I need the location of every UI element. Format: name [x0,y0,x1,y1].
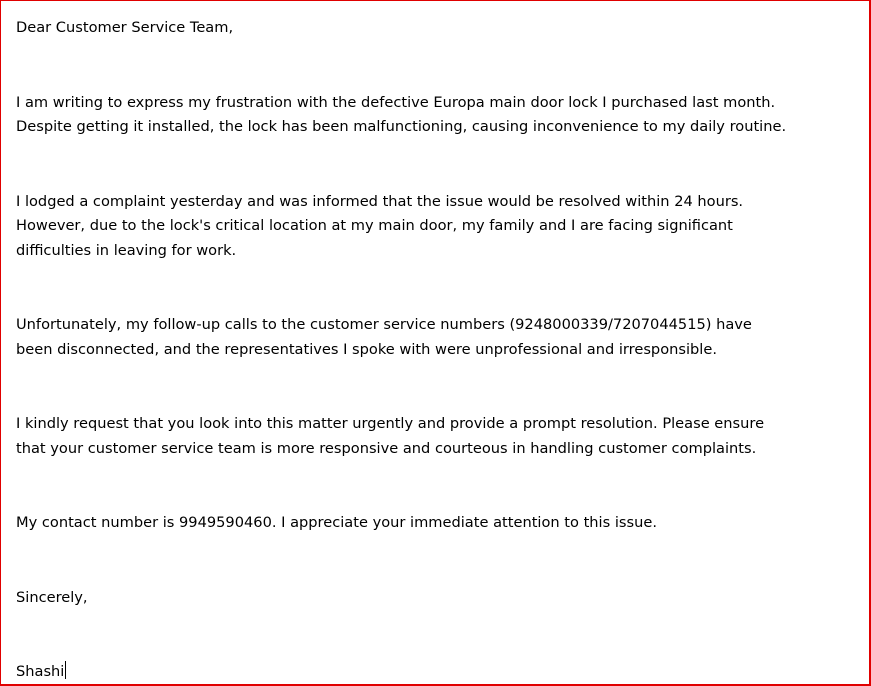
paragraph-line: I kindly request that you look into this matter urgently and provide a prompt resolution. Please ensure [16,415,765,432]
paragraph-line: difficulties in leaving for work. [16,241,237,259]
letter-body[interactable] [16,16,846,685]
paragraph-line: I lodged a complaint yesterday and was informed that the issue would be resolved within 24 hours. [16,192,744,210]
paragraph-line: I am writing to express my frustration with the defective Europa main door lock I purchased last month. [16,93,776,111]
closing-text: Sincerely, [16,588,88,606]
paragraph-2 [16,190,846,264]
paragraph-line: that your customer service team is more responsive and courteous in handling customer complaints. [16,439,757,457]
paragraph-line: My contact number is 9949590460. I appreciate your immediate attention to this issue. [16,514,657,531]
paragraph-4 [16,412,846,461]
paragraph-3 [16,313,846,362]
closing [16,586,846,611]
paragraph-line: Despite getting it installed, the lock has been malfunctioning, causing inconvenience to my daily routine. [16,118,787,135]
paragraph-5 [16,511,846,536]
salutation-text: Dear Customer Service Team, [16,19,234,36]
paragraph-1 [16,91,846,140]
paragraph-line: However, due to the lock's critical location at my main door, my family and I are facing significant [16,217,733,234]
text-cursor [65,661,66,679]
paragraph-line: Unfortunately, my follow-up calls to the customer service numbers (9248000339/7207044515) have [16,316,752,333]
signature-text: Shashi [16,663,65,680]
salutation [16,16,846,41]
paragraph-line: been disconnected, and the representatives I spoke with were unprofessional and irresponsible. [16,340,717,358]
signature [16,660,846,685]
